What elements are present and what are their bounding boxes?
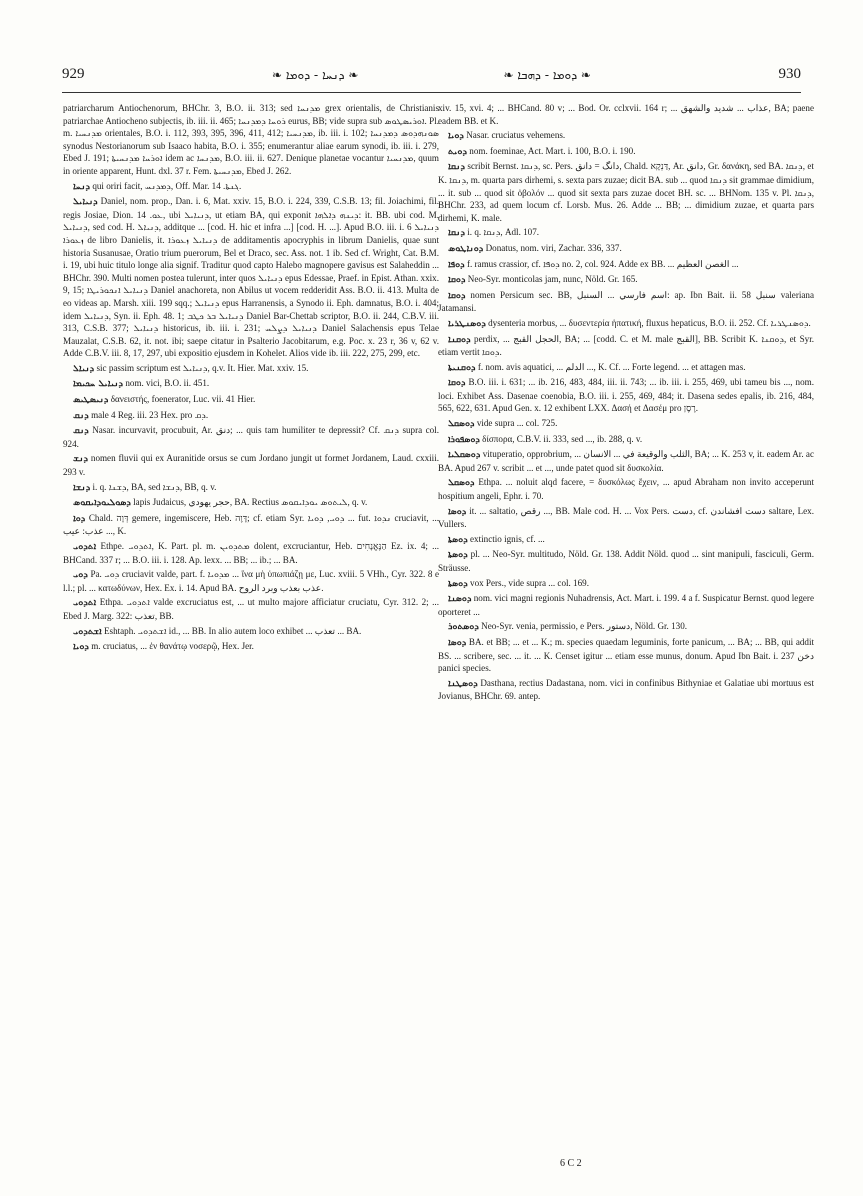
- entry-text: vituperatio, opprobrium, ... الثلب والوقيعة في ... الانسان, BA; ... K. 253 v, it. eadem Ar. ac BA. Apud 267 v. scribit ... et ..., unde patet quod sit δυσκολία.: [438, 449, 814, 473]
- entry-headword: ܕܢܝܐܝܠ ܚܟܝܡܐ: [73, 379, 124, 390]
- dictionary-entry: [63, 102, 439, 178]
- entry-text: f. nom. avis aquatici, ... الدلم ..., K. Cf. ... Forte legend. ... et attagen mas.: [477, 361, 746, 372]
- dictionary-entry: [438, 145, 814, 159]
- dictionary-entry: [438, 448, 814, 474]
- dictionary-entry: [438, 258, 814, 272]
- dictionary-entry: [63, 512, 439, 538]
- dictionary-entry: [63, 640, 439, 654]
- page-header: [62, 66, 801, 86]
- entry-headword: ܕܘܣܩܠ: [448, 478, 475, 489]
- entry-text: xiv. 15, xvi. 4; ... BHCand. 80 v; ... Bod. Or. cclxvii. 164 r; ... عذاب ... شديد والشهق, BA; paene eadem BB. et K.: [438, 103, 814, 126]
- entry-text: pl. ... Neo-Syr. multitudo, Nöld. Gr. 138. Addit Nöld. quod ... sint manipuli, fasciculi, Germ. Sträusse.: [438, 549, 814, 573]
- entry-headword: ܕܘܦܐ: [448, 259, 465, 270]
- dictionary-entry: [63, 540, 439, 566]
- entry-text: lapis Judaicus, حجر يهودي, BA. Rectius ܠܝܬܘܣ ܝܘܕܐܝܩܘܣ, q. v.: [133, 497, 368, 508]
- dictionary-entry: [63, 393, 439, 407]
- dictionary-entry: [438, 289, 814, 315]
- entry-headword: ܕܘܝܐ: [448, 131, 464, 142]
- entry-headword: ܕܘܩܢܐ: [448, 334, 471, 345]
- entry-text: nomen fluvii qui ex Auranitide orsus se cum Jordano jungit ut formet Jordanem, Laud. cxxiii. 293 v.: [63, 453, 439, 478]
- header-rule: [62, 92, 801, 93]
- dictionary-entry: [438, 226, 814, 240]
- entry-text: nom. vici magni regionis Nuhadrensis, Act. Mart. i. 199. 4 a f. Suspicatur Bernst. quod legere oporteret ...: [438, 593, 814, 617]
- entry-headword: ܕܘܣܬܐ: [448, 534, 468, 545]
- entry-headword: ܕܢܝܐܝܠ: [73, 197, 98, 208]
- entry-text: nom. vici, B.O. ii. 451.: [125, 378, 210, 389]
- entry-text: qui oriri facit, ܕܡܕܢܚ, Off. Mar. ܓܢܬܐ. 14.: [92, 180, 242, 191]
- entry-headword: ܕܘܣܦܘܪܐ: [448, 434, 480, 445]
- entry-text: it. ... saltatio, رقص ..., BB. Male cod. H. ... Vox Pers. دست, cf. دست افشاندن saltare, Lex. Vullers.: [438, 505, 814, 530]
- dictionary-entry: [438, 548, 814, 574]
- entry-headword: ܐܬܕܘܝ: [73, 598, 97, 609]
- entry-headword: ܕܢܝܐܠ: [73, 363, 95, 374]
- dictionary-entry: [438, 333, 814, 359]
- entry-headword: ܕܘܣܬܐ: [448, 578, 468, 589]
- dictionary-entry: [63, 625, 439, 639]
- dictionary-entry: [438, 592, 814, 618]
- entry-text: Ethpa. ܐܬܕܘܝ valde excruciatus est, ... ut multo majore afficiatur cruciatu, Cyr. 312. 2; ... Ebed J. Marg. 322: تعذب, BB.: [63, 597, 439, 621]
- dictionary-entry: [438, 505, 814, 531]
- dictionary-entry: [438, 129, 814, 143]
- dictionary-entry: [63, 424, 439, 450]
- signature-mark: 6 C 2: [560, 1158, 582, 1169]
- dictionary-entry: [438, 242, 814, 256]
- dictionary-entry: [63, 180, 439, 194]
- dictionary-entry: [63, 409, 439, 423]
- dictionary-entry: [63, 568, 439, 594]
- entry-text: δίσπορα, C.B.V. ii. 333, sed ..., ib. 288, q. v.: [482, 433, 643, 444]
- dictionary-entry: [63, 481, 439, 495]
- right-column: [438, 102, 814, 1142]
- entry-headword: ܐܬܕܘܝ: [73, 542, 97, 552]
- dictionary-entry: [438, 361, 814, 375]
- entry-text: Pa. ܕܘܝ cruciavit valde, part. f. ܡܕܘܝܐ ... ἵνα μὴ ὑπωπιάζῃ με, Luc. xviii. 5 VHh., Cyr. 322. 8 e l.l.; pl. ... κατωδύνων, Hex. Ex. i. 14. Apud BA. عذب بعذب وبرد الروح.: [63, 569, 439, 593]
- entry-text: Nasar. incurvavit, procubuit, Ar. دنق; ... quis tam humiliter te depressit? Cf. ܕܢܩ supra col. 924.: [63, 425, 439, 449]
- entry-text: Eshtaph. ܐܫܬܕܘܝ id., ... BB. In alio autem loco exhibet ... تعذب ... BA.: [103, 625, 362, 636]
- entry-headword: ܕܢܝܣܛܝܣ: [73, 395, 109, 406]
- entry-text: BA. et BB; ... et ... K.; m. species quaedam leguminis, forte panicum, ... BA; ... BB, qui addit BS. ... scribere, sec. ... it. ... K. Censet igitur ... etiam esse munus, donum. Apud Ibn Bait. i. 237 دخن panici species.: [438, 636, 814, 674]
- dictionary-entry: [63, 377, 439, 391]
- dictionary-entry: [63, 496, 439, 510]
- dictionary-entry: [63, 452, 439, 478]
- entry-headword: ܕܘܣܬܘܪ: [448, 622, 479, 633]
- entry-text: B.O. iii. i. 631; ... ib. 216, 483, 484, iii. ii. 743; ... ib. iii. i. 255, 469, ubi tameu bis ..., nom. loci. Exhibet Ass. Dasenae coenobia, B.O. iii. i. 255, 469, 484; it. Dasena sedes epalis, ib. 216, 484, 565, 622, 631. Apud Gen. x. 12 exhibent LXX. Δασή et Δασέμ pro רֶסֶן.: [438, 377, 814, 414]
- dictionary-entry: [438, 102, 814, 127]
- dictionary-entry: [438, 677, 814, 703]
- entry-headword: ܕܘܣܩܠ: [448, 419, 475, 430]
- running-head-left: ❧ ܕܢܚܐ - ܕܘܡܐ ❧: [272, 68, 359, 82]
- entry-text: vox Pers., vide supra ... col. 169.: [470, 577, 589, 588]
- entry-text: extinctio ignis, cf. ...: [470, 533, 545, 544]
- dictionary-entry: [438, 636, 814, 675]
- entry-text: Daniel, nom. prop., Dan. i. 6, Mat. xxiv. 15, B.O. i. 224, 339, C.S.B. 13; fil. Joiachimi, fil. regis Josiae, Dion. ܥܘ. 14, ubi ܕܢܝܐܝܠ, ut etiam BA, qui exponit ܕܝܢܗ ܕܐܠܗܐ: it. BB. ubi cod. M. ܕܢܝܐܝܠ, sed cod. H. ܕܢܝܐܠ, additque ... [cod. H. hic et infra ...] [cod. H. ...]. Apud B.O. iii. i. 6 ܕܢܝܐܝܠ ܙܥܘܪܐ de libro Danielis, it. ܕܢܝܐܝܠ ܙܥܘܪܐ de additamentis apocryphis in librum Danielis, quae sunt historia Susanusae, Oratio trium puerorum, Bel et Draco, sec. Ass. not. 1 ib. Sed cf. Wright, Cat. B.M. i. 19, ubi huic titulo longe alia signif. Traditur quod capto Halebo magnopere gavisus est Salaheddin ... BHChr. 390. Multi nomen postea tulerunt, inter quos ܕܢܝܐܝܠ epus Edessae, Praef. in Epist. Athan. xxix. 9, 15; ܕܢܝܐܝܠ ܐܢܟܘܪܝܛܐ Daniel anachoreta, non Abilus ut vocem redderidit Ass. B.O. ii. 413. Multa de eo videas ap. Marsh. xiii. 199 sqq.; ܕܢܝܐܝܠ epus Harranensis, a Synodo ii. Eph. damnatus, B.O. i. 404; idem ܕܢܝܐܝܠ, Syn. ii. Eph. 48. 1; ܕܢܝܐܝܠ ܒܪ ܟܛܒ Daniel Bar-Chettab scriptor, B.O. ii. 244, C.B.V. iii. 313, C.S.B. 377; ܕܢܝܐܝܠ historicus, ib. iii. i. 231; ܕܢܝܐܝܠ ܕܨܠܚ Daniel Salachensis epus Telae Mauzalat, C.S.B. 62, it. not. ibi; saepe citatur in Psalterio Jacobitarum, e.g. Poc. x. 23 r, 36 v, 62 v. Adde C.B.V. iii. 8, 17, 297, ubi expositio ejusdem in Kohelet. Alios vide ib. iii. 222, 275, 299, etc.: [63, 196, 439, 359]
- entry-text: δανειστής, foenerator, Luc. vii. 41 Hier.: [110, 394, 256, 405]
- entry-headword: ܕܘܩܐ: [448, 378, 466, 389]
- entry-text: Neo-Syr. venia, permissio, e Pers. دستور, Nöld. Gr. 130.: [481, 621, 688, 632]
- dictionary-entry: [438, 577, 814, 591]
- entry-headword: ܕܘܩܐ: [448, 290, 466, 301]
- entry-text: patriarcharum Antiochenorum, BHChr. 3, B.O. ii. 313; sed ܡܕܢܚܐ grex orientalis, de Christianis patriarchae Antiocheno subjectis, ib. iii. ii. 465; ܪܘܚܐ ܕܡܕܢܚܐ eurus, BB; vide supra sub ܐܘܪܝܣܛܘܣ. Pl. m. ܡܕܢܚܝܐ orientales, B.O. i. 112, 393, 395, 396, 411, 412; ܡܕܢܚܝܐ, ib. iii. i. 102; ܣܘܢܗܕܘܣ ܕܡܕܢܚܐ synodus Nestorianorum sub Isaaco habita, B.O. i. 355; enumerantur aliae earum synodi, ib. iii. i. 279, Ebed J. 191; ܐܘܪܚܐ ܡܕܢܚܝܬܐ idem ac ܡܕܢܚܐ, B.O. iii. ii. 627. Denique planetae vocantur ܡܕܢܚܝܐ, quum in oriente apparent, Hunt. dxl. 37 r. Fem. ܡܕܢܚܝܬܐ, Ebed J. 262.: [63, 103, 439, 176]
- entry-headword: ܕܘܣܩܠܝܐ: [448, 450, 481, 461]
- entry-text: perdix, ... الحجل القبج, BA; ... [codd. C. et M. male القبج], BB. Scribit K. ܕܘܩܢܐ, et Syr. etiam vertit ܕܘܩܐ.: [438, 333, 814, 358]
- entry-text: vide supra ... col. 725.: [476, 418, 558, 429]
- entry-headword: ܕܢܩ: [73, 410, 89, 421]
- entry-headword: ܕܢܩܐ: [448, 162, 465, 173]
- entry-text: nomen Persicum sec. BB, اسم فارسي ... السنبل: ap. Ibn Bait. ii. 58 سنبل valeriana Jatamansi.: [438, 289, 814, 314]
- dictionary-entry: [438, 376, 814, 415]
- entry-headword: ܕܢܫܐ: [73, 482, 91, 493]
- entry-headword: ܕܘܣܬܐ: [448, 550, 468, 561]
- entry-headword: ܕܘܣܢܐ: [448, 594, 472, 605]
- entry-text: Dasthana, rectius Dadastana, nom. vici in confinibus Bithyniae et Galatiae ubi mortuus est Jovianus, BHChr. 69. antep.: [438, 677, 814, 702]
- dictionary-entry: [438, 317, 814, 331]
- dictionary-entry: [438, 160, 814, 224]
- entry-text: Ethpa. ... noluit alqd facere, = δυσκόλως ἔχειν, ... apud Abraham non invito acceperunt hospitium angeli, Ephr. i. 70.: [438, 477, 814, 502]
- entry-headword: ܕܘܣܛܢܐ: [448, 678, 478, 689]
- dictionary-entry: [63, 596, 439, 622]
- entry-text: Neo-Syr. monticolas jam, nunc, Nöld. Gr. 165.: [467, 274, 638, 285]
- entry-headword: ܕܘܢܐܛܘܣ: [448, 243, 484, 254]
- dictionary-entry: [63, 362, 439, 376]
- entry-text: Donatus, nom. viri, Zachar. 336, 337.: [485, 242, 622, 253]
- entry-headword: ܕܘܝܐ: [73, 642, 89, 653]
- entry-text: nom. foeminae, Act. Mart. i. 100, B.O. i. 190.: [469, 145, 636, 156]
- dictionary-entry: [438, 476, 814, 502]
- entry-text: scribit Bernst. ܕܢܩܐ, sc. Pers. دانگ = دانق, Chald. דַּנְקָא, Ar. دانق, Gr. δανάκη, sed BA. ܕܢܩܐ, et K. ܕܢܩܐ, m. quarta pars dirhemi, s. sexta pars zuzae; dicit BA. sub ... quod ܕܢܩܐ sit grammae dimidium, ... it. sub ... quod sit ὀβολόν ... quod sit sexta pars zuzae docet BH. sc. ... BHNom. 135 v. Pl. ܕܢܩܐ, BHChr. 233, ad quem locum cf. Lorsb. Mus. 26. Adde ... BB; ... dimidium zuzae, et quarta pars dirhemi, K. male.: [438, 161, 814, 223]
- dictionary-entry: [438, 273, 814, 287]
- dictionary-entry: [438, 417, 814, 431]
- left-column: [63, 102, 439, 1142]
- entry-headword: ܕܘܣܢܛܪܝܐ: [448, 318, 486, 329]
- entry-text: Nasar. cruciatus vehemens.: [466, 130, 566, 141]
- entry-headword: ܕܘܝܬ: [448, 146, 467, 157]
- entry-headword: ܕܢܚܐ: [73, 181, 91, 192]
- entry-text: f. ramus crassior, cf. ܕܘܦܐ no. 2, col. 924. Adde ex BB. ... الغصن العظيم ...: [466, 258, 739, 269]
- entry-headword: ܕܘܩܢܝܬܐ: [448, 362, 476, 373]
- page-number-right: 930: [778, 66, 801, 82]
- entry-text: i. q. ܕܫܢܐ, BA, sed ܕܢܫܐ, BB, q. v.: [92, 481, 217, 492]
- entry-text: i. q. ܕܢܩܐ, Adl. 107.: [467, 227, 540, 238]
- entry-text: Ethpe. ܐܬܕܘܝ, K. Part. pl. m. ܡܬܕܘܝܢ dolent, excruciantur, Heb. הַנֶּאֱנָחִים Ez. ix. 4; ... BHCand. 337 r; ... B.O. iii. i. 128. Ap. lexx. ... BB; ... ib.; ... BA.: [63, 541, 439, 565]
- entry-headword: ܕܘܣܐ: [448, 506, 467, 517]
- entry-headword: ܕܢܫ: [73, 454, 89, 465]
- entry-headword: ܕܘܝ: [73, 570, 88, 581]
- dictionary-entry: [438, 533, 814, 547]
- entry-headword: ܕܘܩܐ: [448, 275, 466, 286]
- entry-headword: ܕܣܘܠܝܘܕܐܝܩܘܣ: [73, 498, 131, 509]
- entry-text: Chald. דְּוָה gemere, ingemiscere, Heb. דָּוֶה; cf. etiam Syr. ܕܘܝ, ܕܘܝܐ ... fut. ܢܕܘܐ cruciavit, ... عذب: عيب ..., K.: [63, 512, 439, 537]
- page-number-left: 929: [62, 66, 85, 82]
- entry-text: dysenteria morbus, ... δυσεντερία ἡπατική, fluxus hepaticus, B.O. ii. 252. Cf. ܕܘܣܢܛܪܝܐ.: [488, 317, 811, 328]
- running-head-right: ❧ ܕܘܡܐ - ܕܗܒܐ ❧: [503, 68, 591, 82]
- entry-headword: ܕܢܩܐ: [448, 228, 465, 239]
- entry-text: m. cruciatus, ... ἐν θανάτῳ νοσερῷ, Hex. Jer.: [91, 641, 254, 652]
- dictionary-entry: [438, 620, 814, 634]
- entry-text: male 4 Reg. iii. 23 Hex. pro ܕܩ.: [91, 409, 209, 420]
- entry-headword: ܕܘܣܐ: [448, 637, 467, 648]
- dictionary-entry: [63, 195, 439, 360]
- entry-headword: ܐܫܬܕܘܝ: [73, 626, 102, 637]
- entry-headword: ܕܘܐ: [73, 513, 86, 524]
- entry-headword: ܕܢܩ: [73, 426, 89, 437]
- dictionary-entry: [438, 433, 814, 447]
- entry-text: sic passim scriptum est ܕܢܝܐܝܠ, q.v. It. Hier. Mat. xxiv. 15.: [96, 362, 309, 373]
